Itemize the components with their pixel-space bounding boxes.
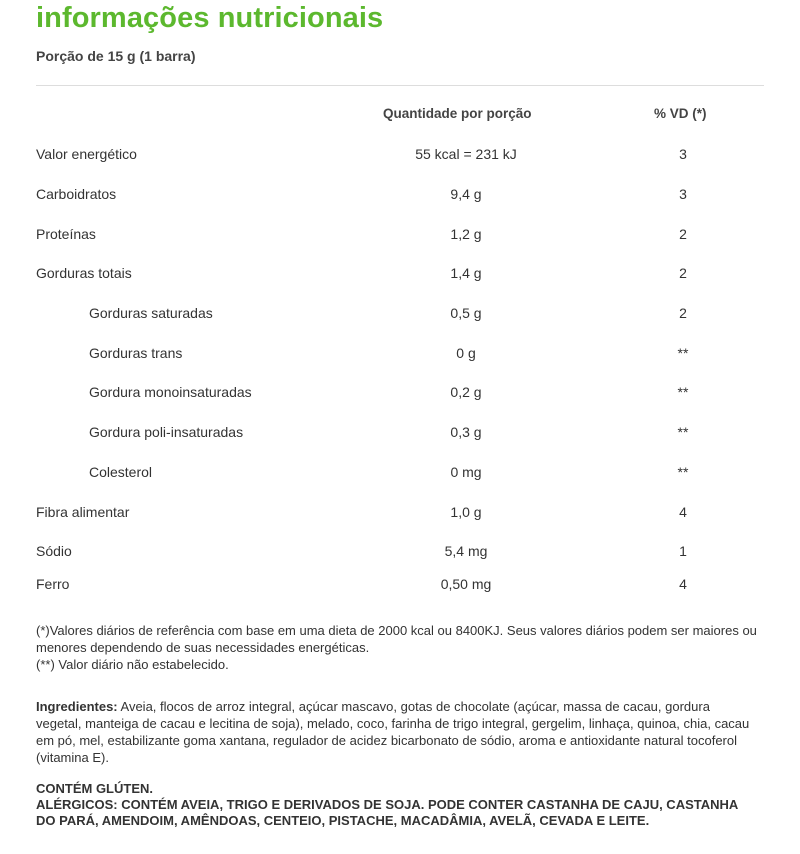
nutrient-quantity: 1,2 g [450,226,482,242]
ingredients-section [36,698,756,766]
table-row [0,345,800,367]
gluten-warning: CONTÉM GLÚTEN. [36,781,153,796]
column-header-quantity: Quantidade por porção [383,106,532,121]
nutrient-daily-value: 2 [679,305,687,321]
nutrient-quantity: 0,5 g [450,305,482,321]
nutrient-name: Colesterol [89,464,153,480]
nutrient-name: Gordura monoinsaturadas [89,384,252,400]
table-row [0,146,800,168]
divider [36,85,764,86]
nutrient-name: Ferro [36,576,70,592]
column-header-daily-value: % VD (*) [654,106,707,121]
table-row [0,186,800,208]
portion-size: Porção de 15 g (1 barra) [36,48,196,64]
nutrient-quantity: 1,4 g [450,265,482,281]
allergens-text: ALÉRGICOS: CONTÉM AVEIA, TRIGO E DERIVADOS DE SOJA. PODE CONTER CASTANHA DE CAJU, CASTANHA DO PARÁ, AMENDOIM, AMÊNDOAS, CENTEIO, PISTACHE, MACADÂMIA, AVELÃ, CEVADA E LEITE. [36,797,738,828]
nutrient-daily-value: ** [677,345,689,361]
nutrient-quantity: 55 kcal = 231 kJ [415,146,517,162]
nutrient-quantity: 0,50 mg [440,576,492,592]
table-row [0,576,800,598]
table-row [0,543,800,565]
table-row [0,226,800,248]
table-row [0,384,800,406]
ingredients-label: Ingredientes: [36,699,118,714]
ingredients-text: Aveia, flocos de arroz integral, açúcar mascavo, gotas de chocolate (açúcar, massa de cacau, gordura vegetal, manteiga de cacau e lecitina de soja), melado, coco, farinha de trigo integral, gergelim, linhaça, quinoa, chia, cacau em pó, mel, estabilizante goma xantana, regulador de acidez bicarbonato de sódio, aroma e antioxidante natural tocoferol (vitamina E). [36,699,750,765]
nutrient-name: Gorduras trans [89,345,183,361]
table-row [0,265,800,287]
nutrient-daily-value: 3 [679,146,687,162]
nutrient-name: Fibra alimentar [36,504,130,520]
nutrient-name: Valor energético [36,146,137,162]
nutrient-daily-value: 2 [679,265,687,281]
nutrient-quantity: 0 g [456,345,476,361]
nutrient-name: Gordura poli-insaturadas [89,424,244,440]
footnote-daily-values: (*)Valores diários de referência com base em uma dieta de 2000 kcal ou 8400KJ. Seus valores diários podem ser maiores ou menores dependendo de suas necessidades energéticas. [36,623,757,655]
nutrient-daily-value: ** [677,464,689,480]
table-row [0,305,800,327]
nutrient-quantity: 0 mg [450,464,482,480]
allergens-section [36,781,756,829]
nutrient-daily-value: 4 [679,504,687,520]
nutrient-daily-value: 2 [679,226,687,242]
nutrient-quantity: 0,2 g [450,384,482,400]
nutrient-name: Sódio [36,543,72,559]
page-title: informações nutricionais [36,2,384,34]
nutrient-daily-value: ** [677,424,689,440]
table-row [0,504,800,526]
nutrient-name: Gorduras saturadas [89,305,213,321]
nutrient-quantity: 5,4 mg [444,543,488,559]
nutrient-name: Proteínas [36,226,96,242]
nutrient-daily-value: 4 [679,576,687,592]
table-row [0,424,800,446]
nutrient-quantity: 9,4 g [450,186,482,202]
nutrient-quantity: 0,3 g [450,424,482,440]
footnotes [36,622,764,673]
nutrient-quantity: 1,0 g [450,504,482,520]
footnote-not-established: (**) Valor diário não estabelecido. [36,657,229,672]
nutrient-name: Carboidratos [36,186,117,202]
nutrient-daily-value: 1 [679,543,687,559]
nutrient-daily-value: ** [677,384,689,400]
nutrient-name: Gorduras totais [36,265,132,281]
table-row [0,464,800,486]
nutrient-daily-value: 3 [679,186,687,202]
